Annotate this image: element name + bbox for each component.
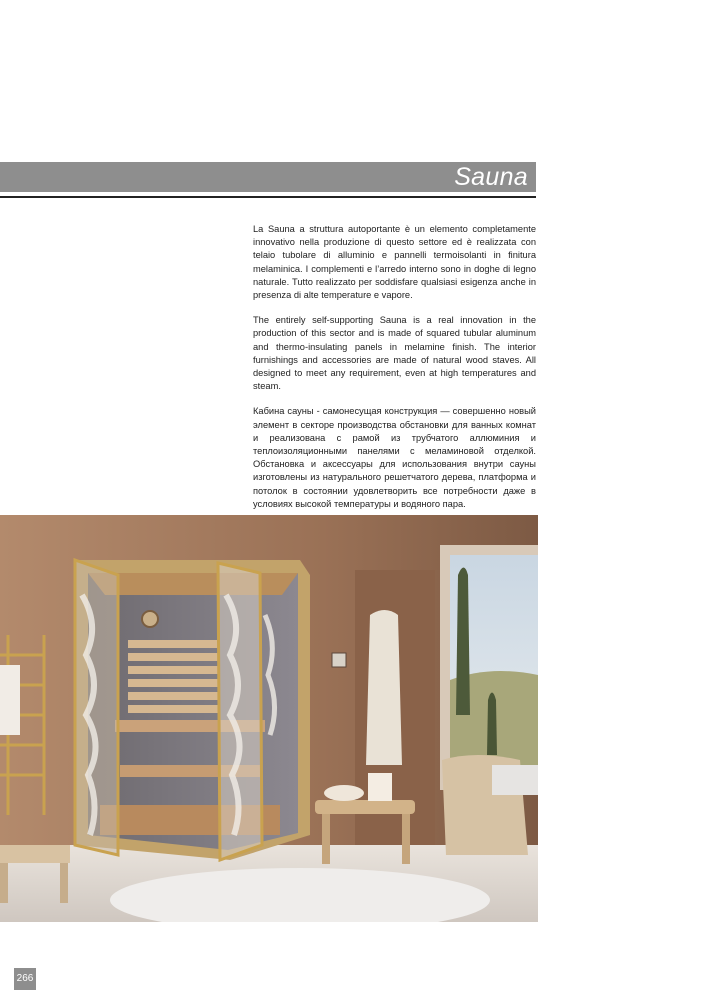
title-banner [0,162,536,192]
description-column [253,223,536,523]
cypress-tree [456,568,470,716]
sauna-illustration [0,515,538,922]
page-number: 266 [14,968,36,990]
description-italian: La Sauna a struttura autoportante è un elemento completamente innovativo nella produzione di questo settore ed è realizzata con telaio tubolare di alluminio e pannelli termoisolanti in finitura melaminica. I complementi e l’arredo interno sono in doghe di legno naturale. Tutto realizzato per soddisfare qualsiasi esigenza anche in presenza di alte temperature e vapore. [253,224,536,301]
description-english: The entirely self-supporting Sauna is a real innovation in the production of this sector and is made of squared tubular aluminum and thermo-insulating panels in melamine finish. The interior furnishings and accessories are made of natural wood staves. All designed to meet any requirement, even at high temperatures and steam. [253,315,536,392]
front-bench [0,845,70,863]
front-bench-leg-right [60,863,68,903]
thermometer-dial [142,611,158,627]
control-panel [332,653,346,667]
wooden-stool-top [315,800,415,814]
page-title: Sauna [454,163,528,191]
armchair-throw [492,765,538,795]
hanging-bathrobe [366,610,402,765]
candle-bowl [324,785,364,801]
stool-leg-left [322,814,330,864]
cypress-tree-small [487,693,497,756]
sauna-room-photo [0,515,538,922]
description-russian: Кабина сауны - самонесущая конструкция — совершенно новый элемент в секторе производства обстановки для ванных комнат и реализована с рамой из трубчатого аллюминия и теплоизоляционными панелями с меламиновой отделкой. Обстановка и аксессуары для использования внутри сауны изготовлены из натурального решетчатого дерева, платформа и потолок в состоянии удовлетворить все потребности даже в условиях высокой температуры и водяного пара. [253,406,536,509]
title-underline [0,196,536,198]
hanging-towel [0,665,20,735]
pillar-candle [368,773,392,801]
stool-leg-right [402,814,410,864]
front-bench-leg [0,863,8,903]
